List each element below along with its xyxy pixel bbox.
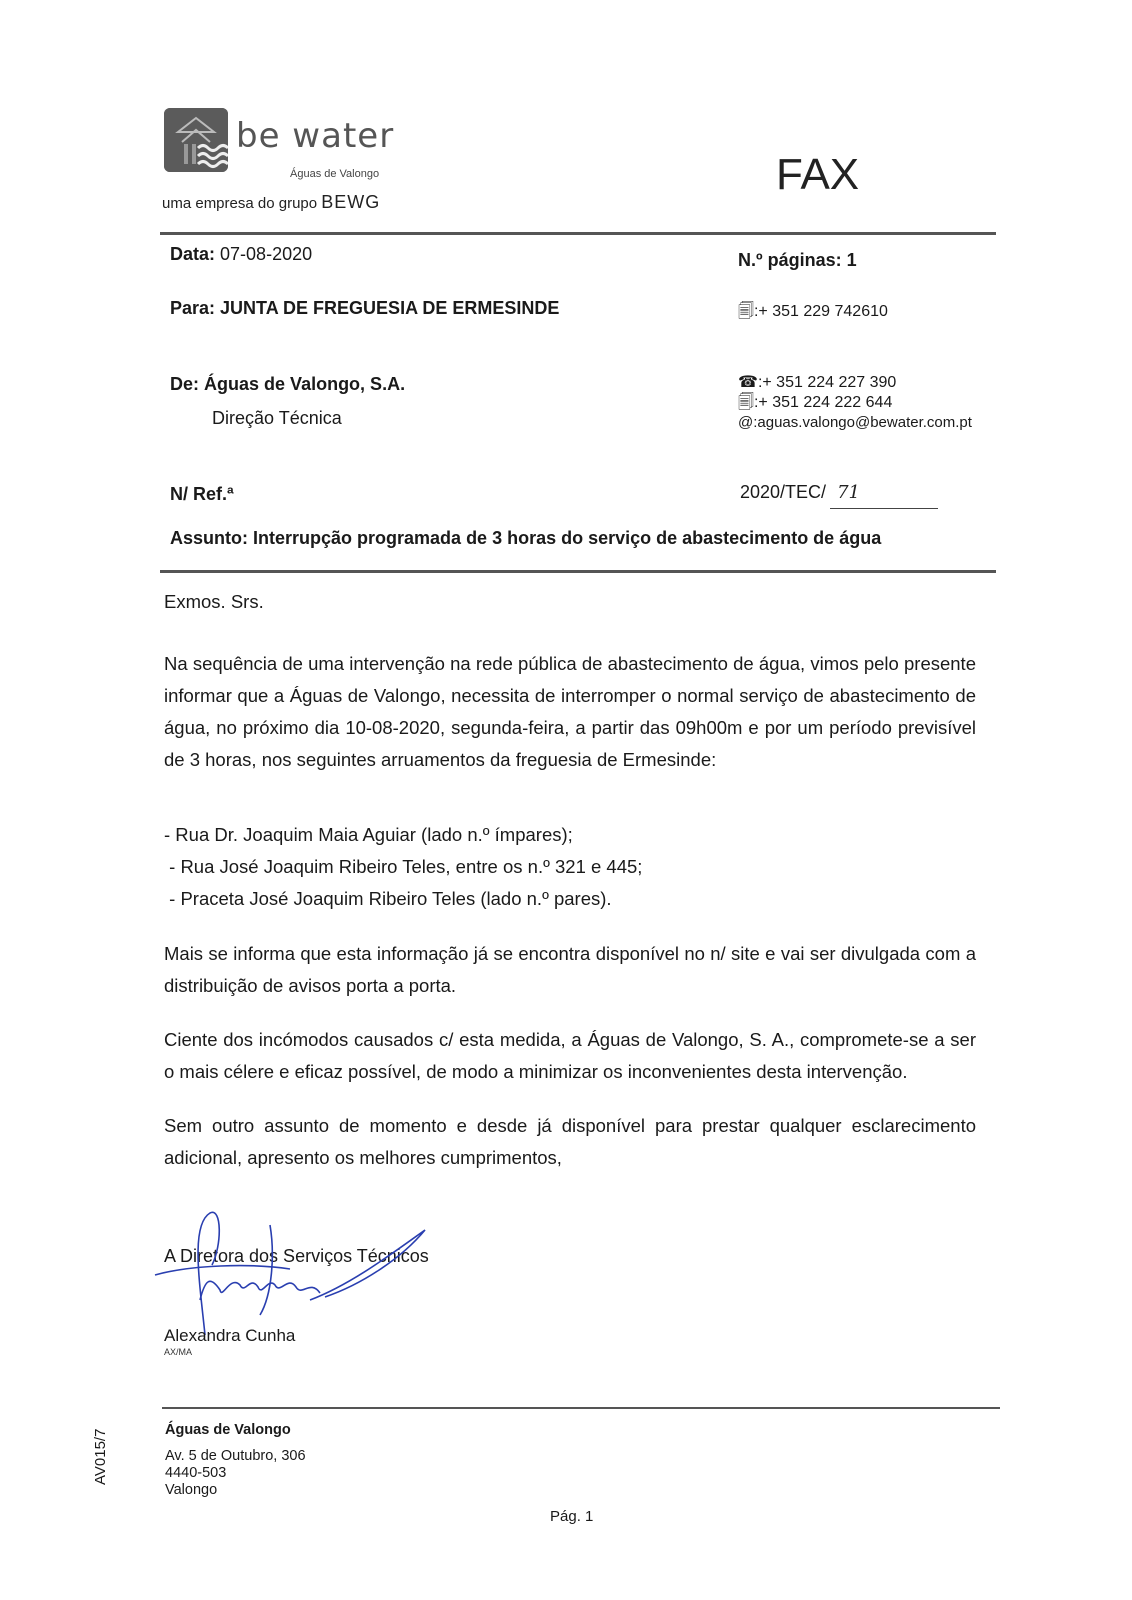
subject-value: Interrupção programada de 3 horas do serviço de abastecimento de água (253, 528, 882, 548)
salutation: Exmos. Srs. (164, 591, 264, 612)
footer-address-postcode: 4440-503 (165, 1465, 227, 1481)
recipient-value: JUNTA DE FREGUESIA DE ERMESINDE (220, 298, 560, 318)
pages-field (738, 250, 857, 271)
reference-underline (830, 508, 938, 509)
date-field (170, 244, 312, 265)
sender-label: De: (170, 374, 200, 394)
recipient-fax-number: :+ 351 229 742610 (753, 303, 888, 320)
sender-value: Águas de Valongo, S.A. (204, 374, 406, 394)
header-divider (160, 232, 996, 235)
street-list-item: - Praceta José Joaquim Ribeiro Teles (lado n.º pares). (164, 888, 612, 909)
footer-divider (162, 1407, 1000, 1409)
sender-fax-number: :+ 351 224 222 644 (753, 394, 893, 411)
recipient-field (170, 298, 559, 319)
subject-divider (160, 570, 996, 573)
sender-field (170, 374, 405, 395)
reference-prefix: 2020/TEC/ (740, 482, 827, 502)
fax-icon: 🗐 (738, 394, 754, 411)
date-value: 07-08-2020 (220, 244, 313, 264)
footer-address (165, 1448, 306, 1499)
logo-subtitle: Águas de Valongo (290, 168, 380, 180)
subject-field (170, 528, 881, 549)
signatory-initials: AX/MA (164, 1347, 193, 1357)
sender-email-address[interactable]: :aguas.valongo@bewater.com.pt (753, 414, 972, 431)
pages-value: 1 (846, 250, 857, 270)
sender-phone (738, 373, 972, 393)
pages-label: N.º páginas: (738, 250, 842, 270)
group-name: BEWG (321, 192, 381, 212)
body-paragraph-2: Mais se informa que esta informação já se encontra disponível no n/ site e vai ser divulgada com a distribuição de avisos porta a porta. (164, 943, 976, 996)
at-icon: @ (738, 414, 754, 431)
reference-label: N/ Ref.ª (170, 484, 234, 504)
group-tagline (162, 192, 380, 213)
footer-company: Águas de Valongo (165, 1422, 291, 1438)
body-paragraph-4: Sem outro assunto de momento e desde já disponível para prestar qualquer esclarecimento adicional, apresento os melhores cumprimentos, (164, 1115, 976, 1168)
body-paragraph-1: Na sequência de uma intervenção na rede pública de abastecimento de água, vimos pelo presente informar que a Águas de Valongo, necessita de interromper o normal serviço de abastecimento de água, no próximo dia 10-08-2020, segunda-feira, a partir das 09h00m e por um período previsível de 3 horas, nos seguintes arruamentos da freguesia de Ermesinde: (164, 653, 976, 770)
group-prefix: uma empresa do grupo (162, 195, 318, 212)
sender-fax (738, 393, 972, 413)
reference-handwritten-number: 71 (837, 482, 860, 503)
footer-address-street: Av. 5 de Outubro, 306 (165, 1448, 306, 1464)
document-type-title: FAX (776, 150, 860, 199)
page-number: Pág. 1 (550, 1508, 594, 1525)
signature-title: A Diretora dos Serviços Técnicos (164, 1246, 429, 1266)
sender-phone-number: :+ 351 224 227 390 (757, 374, 897, 391)
signatory-name: Alexandra Cunha (164, 1326, 296, 1345)
fax-icon: 🗐 (738, 303, 754, 320)
subject-label: Assunto: (170, 528, 248, 548)
street-list-item: - Rua Dr. Joaquim Maia Aguiar (lado n.º ímpares); (164, 824, 573, 845)
pagoda-wave-icon (164, 108, 228, 172)
sender-contacts (738, 373, 972, 433)
phone-icon: ☎ (738, 374, 758, 391)
recipient-fax (738, 302, 888, 322)
street-list-item: - Rua José Joaquim Ribeiro Teles, entre os n.º 321 e 445; (164, 856, 643, 877)
date-label: Data: (170, 244, 216, 264)
form-code: AV015/7 (92, 1428, 109, 1485)
reference-value (740, 482, 860, 503)
sender-department: Direção Técnica (212, 408, 342, 428)
body-paragraph-3: Ciente dos incómodos causados c/ esta medida, a Águas de Valongo, S. A., compromete-se a ser o mais célere e eficaz possível, de modo a minimizar os inconvenientes desta intervenção. (164, 1029, 976, 1082)
sender-email (738, 413, 972, 433)
footer-address-city: Valongo (165, 1482, 218, 1498)
logo-wordmark: be water (236, 116, 395, 156)
recipient-label: Para: (170, 298, 216, 318)
company-logo-mark (164, 108, 228, 172)
